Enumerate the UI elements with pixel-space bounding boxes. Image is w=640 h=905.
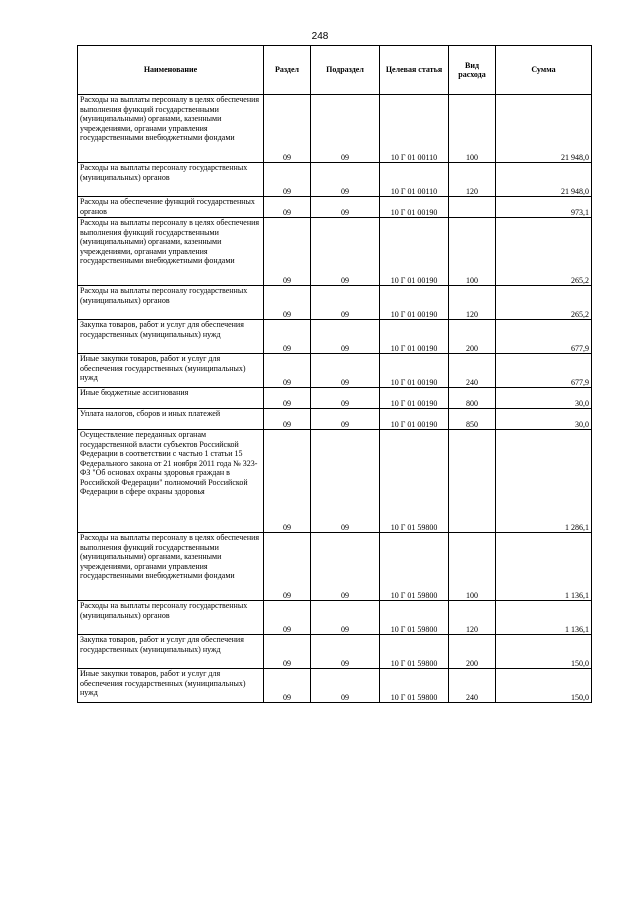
header-expense-type: Вид расхода (449, 46, 496, 95)
cell-razdel: 09 (264, 197, 311, 218)
cell-sum: 30,0 (496, 409, 592, 430)
table-row (78, 218, 592, 286)
cell-expense-type: 240 (449, 669, 496, 703)
cell-sum: 677,9 (496, 354, 592, 388)
cell-target-article: 10 Г 01 00110 (380, 163, 449, 197)
cell-podrazdel: 09 (311, 95, 380, 163)
cell-podrazdel: 09 (311, 409, 380, 430)
cell-expense-type: 100 (449, 533, 496, 601)
cell-sum: 973,1 (496, 197, 592, 218)
budget-table (77, 45, 592, 703)
cell-name: Расходы на выплаты персоналу в целях обеспечения выполнения функций государственными (муниципальными) органами, казенными учреждениями, органами управления государственными внебюджетными фондами (78, 218, 264, 286)
cell-razdel: 09 (264, 218, 311, 286)
table-row (78, 430, 592, 533)
cell-razdel: 09 (264, 286, 311, 320)
cell-sum: 150,0 (496, 635, 592, 669)
cell-name: Осуществление переданных органам государственной власти субъектов Российской Федерации в соответствии с частью 1 статьи 15 Федерального закона от 21 ноября 2011 года № 323-ФЗ "Об основах охраны здоровья граждан в Российской Федерации" полномочий Российской Федерации в сфере охраны здоровья (78, 430, 264, 533)
cell-podrazdel: 09 (311, 635, 380, 669)
table-row (78, 286, 592, 320)
cell-podrazdel: 09 (311, 163, 380, 197)
cell-name: Расходы на выплаты персоналу государственных (муниципальных) органов (78, 163, 264, 197)
cell-podrazdel: 09 (311, 320, 380, 354)
cell-podrazdel: 09 (311, 388, 380, 409)
cell-expense-type: 100 (449, 95, 496, 163)
cell-target-article: 10 Г 01 00190 (380, 197, 449, 218)
cell-name: Расходы на выплаты персоналу государственных (муниципальных) органов (78, 286, 264, 320)
cell-target-article: 10 Г 01 00190 (380, 286, 449, 320)
cell-razdel: 09 (264, 95, 311, 163)
table-row (78, 354, 592, 388)
header-target-article: Целевая статья (380, 46, 449, 95)
cell-name: Уплата налогов, сборов и иных платежей (78, 409, 264, 430)
cell-sum: 1 136,1 (496, 533, 592, 601)
cell-razdel: 09 (264, 163, 311, 197)
cell-target-article: 10 Г 01 59800 (380, 601, 449, 635)
cell-expense-type (449, 197, 496, 218)
cell-razdel: 09 (264, 601, 311, 635)
cell-expense-type: 120 (449, 163, 496, 197)
table-row (78, 409, 592, 430)
cell-name: Иные закупки товаров, работ и услуг для обеспечения государственных (муниципальных) нужд (78, 354, 264, 388)
table-row (78, 163, 592, 197)
cell-razdel: 09 (264, 320, 311, 354)
cell-razdel: 09 (264, 388, 311, 409)
cell-name: Расходы на выплаты персоналу в целях обеспечения выполнения функций государственными (муниципальными) органами, казенными учреждениями, органами управления государственными внебюджетными фондами (78, 533, 264, 601)
cell-sum: 30,0 (496, 388, 592, 409)
cell-sum: 21 948,0 (496, 163, 592, 197)
table-body (78, 95, 592, 703)
cell-razdel: 09 (264, 430, 311, 533)
cell-podrazdel: 09 (311, 533, 380, 601)
cell-expense-type: 120 (449, 286, 496, 320)
table-row (78, 635, 592, 669)
cell-expense-type: 100 (449, 218, 496, 286)
cell-name: Расходы на обеспечение функций государственных органов (78, 197, 264, 218)
cell-name: Расходы на выплаты персоналу государственных (муниципальных) органов (78, 601, 264, 635)
cell-sum: 1 136,1 (496, 601, 592, 635)
cell-razdel: 09 (264, 533, 311, 601)
cell-target-article: 10 Г 01 00190 (380, 409, 449, 430)
cell-razdel: 09 (264, 354, 311, 388)
cell-podrazdel: 09 (311, 669, 380, 703)
cell-sum: 265,2 (496, 286, 592, 320)
cell-expense-type: 800 (449, 388, 496, 409)
cell-podrazdel: 09 (311, 286, 380, 320)
cell-podrazdel: 09 (311, 354, 380, 388)
cell-sum: 1 286,1 (496, 430, 592, 533)
cell-name: Расходы на выплаты персоналу в целях обеспечения выполнения функций государственными (муниципальными) органами, казенными учреждениями, органами управления государственными внебюджетными фондами (78, 95, 264, 163)
header-sum: Сумма (496, 46, 592, 95)
table-row (78, 95, 592, 163)
cell-razdel: 09 (264, 409, 311, 430)
cell-sum: 265,2 (496, 218, 592, 286)
header-name: Наименование (78, 46, 264, 95)
header-podrazdel: Подраздел (311, 46, 380, 95)
cell-podrazdel: 09 (311, 430, 380, 533)
cell-target-article: 10 Г 01 00190 (380, 218, 449, 286)
cell-target-article: 10 Г 01 00110 (380, 95, 449, 163)
cell-razdel: 09 (264, 635, 311, 669)
cell-target-article: 10 Г 01 59800 (380, 635, 449, 669)
cell-target-article: 10 Г 01 59800 (380, 430, 449, 533)
table-row (78, 533, 592, 601)
cell-name: Иные бюджетные ассигнования (78, 388, 264, 409)
cell-expense-type: 850 (449, 409, 496, 430)
table-row (78, 669, 592, 703)
table-row (78, 197, 592, 218)
cell-name: Закупка товаров, работ и услуг для обеспечения государственных (муниципальных) нужд (78, 320, 264, 354)
table-header-row (78, 46, 592, 95)
cell-sum: 677,9 (496, 320, 592, 354)
cell-name: Иные закупки товаров, работ и услуг для обеспечения государственных (муниципальных) нужд (78, 669, 264, 703)
cell-target-article: 10 Г 01 59800 (380, 669, 449, 703)
cell-sum: 21 948,0 (496, 95, 592, 163)
cell-expense-type: 120 (449, 601, 496, 635)
cell-target-article: 10 Г 01 00190 (380, 320, 449, 354)
page-number: 248 (311, 31, 329, 42)
cell-podrazdel: 09 (311, 197, 380, 218)
cell-expense-type: 200 (449, 635, 496, 669)
cell-sum: 150,0 (496, 669, 592, 703)
cell-razdel: 09 (264, 669, 311, 703)
cell-expense-type (449, 430, 496, 533)
cell-podrazdel: 09 (311, 218, 380, 286)
cell-target-article: 10 Г 01 59800 (380, 533, 449, 601)
cell-target-article: 10 Г 01 00190 (380, 354, 449, 388)
table-row (78, 601, 592, 635)
table-row (78, 388, 592, 409)
cell-expense-type: 200 (449, 320, 496, 354)
cell-target-article: 10 Г 01 00190 (380, 388, 449, 409)
header-razdel: Раздел (264, 46, 311, 95)
cell-podrazdel: 09 (311, 601, 380, 635)
cell-name: Закупка товаров, работ и услуг для обеспечения государственных (муниципальных) нужд (78, 635, 264, 669)
cell-expense-type: 240 (449, 354, 496, 388)
table-row (78, 320, 592, 354)
